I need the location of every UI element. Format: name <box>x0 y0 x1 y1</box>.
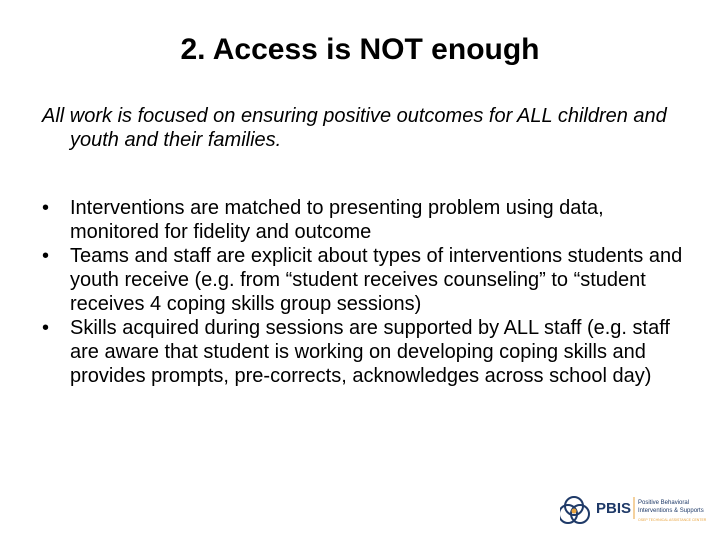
bullet-text: Interventions are matched to presenting problem using data, monitored for fidelity and outcome <box>70 197 604 243</box>
logo-tagline-1: Positive Behavioral <box>638 500 690 506</box>
logo-tagline-2: Interventions & Supports <box>638 508 704 514</box>
bullet-dot: • <box>42 197 50 219</box>
bullet-item <box>42 244 692 316</box>
bullet-dot: • <box>42 317 50 339</box>
bullet-item <box>42 196 692 244</box>
slide-title: 2. Access is NOT enough <box>180 33 540 66</box>
pbis-emblem-icon <box>560 497 589 523</box>
bullet-list <box>42 196 692 388</box>
logo-name: PBIS <box>596 500 632 517</box>
bullet-dot: • <box>42 245 50 267</box>
bullet-text: Skills acquired during sessions are supported by ALL staff (e.g. staff are aware that student is working on developing coping skills and provides prompts, pre-corrects, acknowledges across school day) <box>70 317 670 387</box>
pbis-logo <box>560 488 710 528</box>
logo-footer: OSEP TECHNICAL ASSISTANCE CENTER <box>638 518 707 522</box>
bullet-text: Teams and staff are explicit about types of interventions students and youth receive (e.g. from “student receives counseling” to “student receives 4 coping skills group sessions) <box>70 245 683 315</box>
intro-text: All work is focused on ensuring positive outcomes for ALL children and youth and their families. <box>42 105 667 151</box>
bullet-item <box>42 316 692 388</box>
